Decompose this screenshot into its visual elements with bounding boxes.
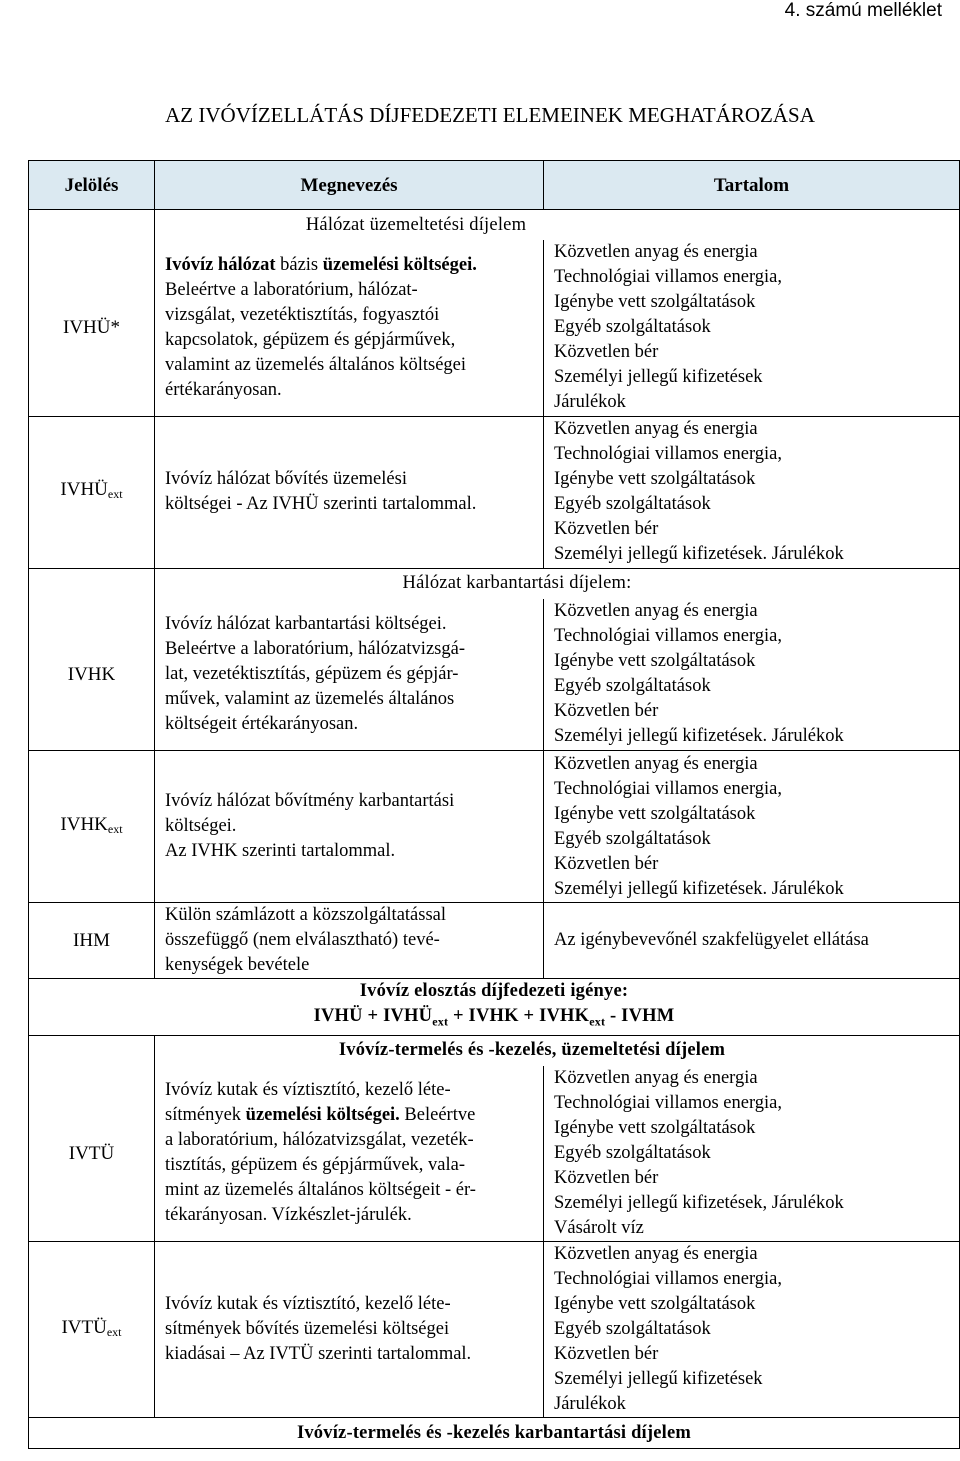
fee-elements-table: [28, 160, 960, 1449]
desc-ivhk-ext: Ivóvíz hálózat bővítmény karbantartási költségei. Az IVHK szerinti tartalommal.: [155, 751, 544, 903]
table-row: [29, 1066, 960, 1242]
section-production-operation: Ivóvíz-termelés és -kezelés, üzemeltetési díjelem: [155, 1035, 960, 1066]
table-row: [29, 240, 960, 416]
section-network-maintenance: Hálózat karbantartási díjelem:: [155, 568, 960, 599]
code-ihm: IHM: [29, 903, 155, 979]
code-ivhk: IVHK: [29, 599, 155, 751]
distribution-fee-formula: IVHÜ + $IVHÜ_{ext}$ + IVHK + $IVHK_{ext}$ - IVHM: [313, 1006, 675, 1029]
desc-ivhk: Ivóvíz hálózat karbantartási költségei. Beleértve a laboratórium, hálózatvizsgá- lat, vezetéktisztítás, gépüzem és gépjár- művek, valamint az üzemelés általános költségeit értékarányosan.: [155, 599, 544, 751]
section-network-operation: Hálózat üzemeltetési díjelem: [155, 210, 960, 241]
code-ivtu: IVTÜ: [29, 1066, 155, 1242]
content-ivtu: Közvetlen anyag és energia Technológiai villamos energia, Igénybe vett szolgáltatások Egyéb szolgáltatások Közvetlen bér Személyi jellegű kifizetések, Járulékok Vásárolt víz: [544, 1066, 960, 1242]
content-ivhk-ext: Közvetlen anyag és energia Technológiai villamos energia, Igénybe vett szolgáltatások Egyéb szolgáltatások Közvetlen bér Személyi jellegű kifizetések. Járulékok: [544, 751, 960, 903]
section-distribution-fee: Ivóvíz elosztás díjfedezeti igénye: IVHÜ + $IVHÜ_{ext}$ + IVHK + $IVHK_{ext}$ - IVHM: [29, 979, 960, 1036]
code-ivhu-ext: $IVHÜ_{ext}$: [29, 416, 155, 568]
desc-ivhu: Ivóvíz hálózat bázis üzemelési költségei. Beleértve a laboratórium, hálózat- vizsgálat, vezetéktisztítás, fogyasztói kapcsolatok, gépüzem és gépjárművek, valamint az üzemelés általános költségei értékarányosan.: [155, 240, 544, 416]
header-content: Tartalom: [544, 161, 960, 210]
distribution-fee-row: [29, 979, 960, 1036]
content-ivhu-ext: Közvetlen anyag és energia Technológiai villamos energia, Igénybe vett szolgáltatások Egyéb szolgáltatások Közvetlen bér Személyi jellegű kifizetések. Járulékok: [544, 416, 960, 568]
annex-label: 4. számú melléklet: [784, 0, 942, 21]
content-ivhk: Közvetlen anyag és energia Technológiai villamos energia, Igénybe vett szolgáltatások Egyéb szolgáltatások Közvetlen bér Személyi jellegű kifizetések. Járulékok: [544, 599, 960, 751]
content-ivtu-ext: Közvetlen anyag és energia Technológiai villamos energia, Igénybe vett szolgáltatások Egyéb szolgáltatások Közvetlen bér Személyi jellegű kifizetések Járulékok: [544, 1242, 960, 1418]
table-row: [29, 416, 960, 568]
code-ivhk-ext: $IVHK_{ext}$: [29, 751, 155, 903]
desc-ivtu: Ivóvíz kutak és víztisztító, kezelő léte- sítmények üzemelési költségei. Beleértve a laboratórium, hálózatvizsgálat, vezeték- tisztítás, gépüzem és gépjárművek, vala- mint az üzemelés általános költségeit - ér- tékarányosan. Vízkészlet-járulék.: [155, 1066, 544, 1242]
content-ihm: Az igénybevevőnél szakfelügyelet ellátása: [544, 903, 960, 979]
desc-ihm: Külön számlázott a közszolgáltatással összefüggő (nem elválasztható) tevé- kenységek bevétele: [155, 903, 544, 979]
code-ivtu-ext: $IVTÜ_{ext}$: [29, 1242, 155, 1418]
table-row: [29, 1242, 960, 1418]
header-row: [29, 161, 960, 210]
content-ivhu: Közvetlen anyag és energia Technológiai villamos energia, Igénybe vett szolgáltatások Egyéb szolgáltatások Közvetlen bér Személyi jellegű kifizetések Járulékok: [544, 240, 960, 416]
header-name: Megnevezés: [155, 161, 544, 210]
desc-ivhu-ext: Ivóvíz hálózat bővítés üzemelési költségei - Az IVHÜ szerinti tartalommal.: [155, 416, 544, 568]
table-row: [29, 751, 960, 903]
header-code: Jelölés: [29, 161, 155, 210]
page-title: AZ IVÓVÍZELLÁTÁS DÍJFEDEZETI ELEMEINEK MEGHATÁROZÁSA: [165, 103, 815, 127]
table-row: [29, 599, 960, 751]
section-production-maintenance: Ivóvíz-termelés és -kezelés karbantartási díjelem: [29, 1418, 960, 1449]
table-row: [29, 903, 960, 979]
code-ivhu: IVHÜ*: [29, 240, 155, 416]
desc-ivtu-ext: Ivóvíz kutak és víztisztító, kezelő léte- sítmények bővítés üzemelési költségei kiadásai – Az IVTÜ szerinti tartalommal.: [155, 1242, 544, 1418]
